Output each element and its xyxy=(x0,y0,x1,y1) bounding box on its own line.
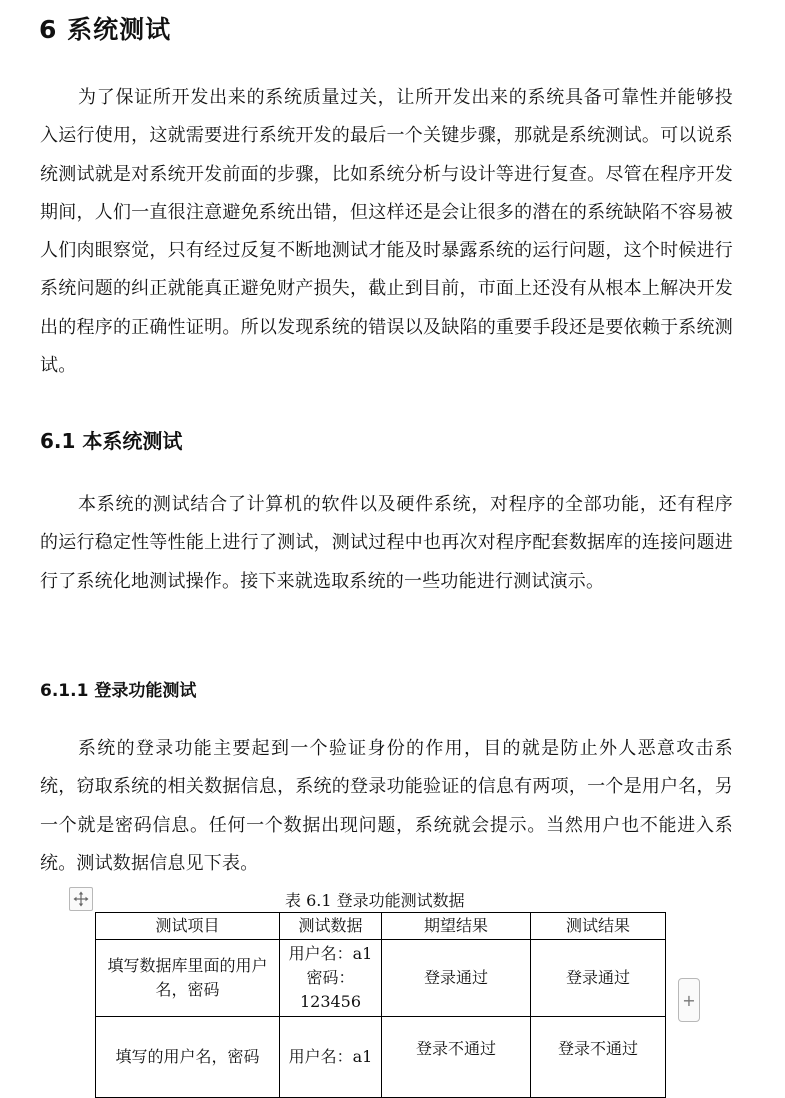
table-row xyxy=(96,1017,666,1098)
test-data-line: 123456 xyxy=(299,992,362,1011)
expected-result-cell: 登录通过 xyxy=(382,940,531,1017)
table-header-cell: 期望结果 xyxy=(382,913,531,940)
section-title: 6 系统测试 xyxy=(39,15,172,44)
test-item-text: 填写的用户名，密码 xyxy=(115,1047,260,1066)
table-caption: 表 6.1 登录功能测试数据 xyxy=(285,891,465,910)
expected-result-cell: 登录不通过 xyxy=(382,1017,531,1098)
subsubsection-paragraph: 系统的登录功能主要起到一个验证身份的作用，目的就是防止外人恶意攻击系统，窃取系统的相关数据信息，系统的登录功能验证的信息有两项，一个是用户名，另一个就是密码信息。任何一个数据出现问题，系统就会提示。当然用户也不能进入系统。测试数据信息见下表。 xyxy=(40,738,733,874)
test-item-cell xyxy=(96,940,280,1017)
login-test-table xyxy=(95,912,666,1098)
test-data-line: 用户名：a1 xyxy=(288,1047,373,1066)
subsection-title: 6.1 本系统测试 xyxy=(40,429,183,453)
table-header-row xyxy=(96,913,666,940)
table-header-cell: 测试数据 xyxy=(280,913,382,940)
table-header-cell: 测试结果 xyxy=(531,913,666,940)
table-add-column-button[interactable] xyxy=(678,978,700,1022)
test-item-text: 填写数据库里面的用户名，密码 xyxy=(107,956,268,999)
test-data-cell xyxy=(280,1017,382,1098)
actual-result-cell: 登录通过 xyxy=(531,940,666,1017)
table-header-cell: 测试项目 xyxy=(96,913,280,940)
subsubsection-title: 6.1.1 登录功能测试 xyxy=(40,681,197,701)
plus-icon: + xyxy=(682,990,696,1010)
actual-result-cell: 登录不通过 xyxy=(531,1017,666,1098)
table-row xyxy=(96,940,666,1017)
test-data-line: 密码： xyxy=(306,968,355,987)
test-item-cell xyxy=(96,1017,280,1098)
test-data-line: 用户名：a1 xyxy=(288,944,373,963)
subsection-paragraph: 本系统的测试结合了计算机的软件以及硬件系统，对程序的全部功能，还有程序的运行稳定性等性能上进行了测试，测试过程中也再次对程序配套数据库的连接问题进行了系统化地测试操作。接下来就选取系统的一些功能进行测试演示。 xyxy=(40,494,733,592)
move-arrows-icon xyxy=(73,891,89,907)
table-move-handle[interactable] xyxy=(69,887,93,911)
test-data-cell xyxy=(280,940,382,1017)
section-intro-paragraph: 为了保证所开发出来的系统质量过关，让所开发出来的系统具备可靠性并能够投入运行使用，这就需要进行系统开发的最后一个关键步骤，那就是系统测试。可以说系统测试就是对系统开发前面的步骤，比如系统分析与设计等进行复查。尽管在程序开发期间，人们一直很注意避免系统出错，但这样还是会让很多的潜在的系统缺陷不容易被人们肉眼察觉，只有经过反复不断地测试才能及时暴露系统的运行问题，这个时候进行系统问题的纠正就能真正避免财产损失，截止到目前，市面上还没有从根本上解决开发出的程序的正确性证明。所以发现系统的错误以及缺陷的重要手段还是要依赖于系统测试。 xyxy=(40,87,733,377)
